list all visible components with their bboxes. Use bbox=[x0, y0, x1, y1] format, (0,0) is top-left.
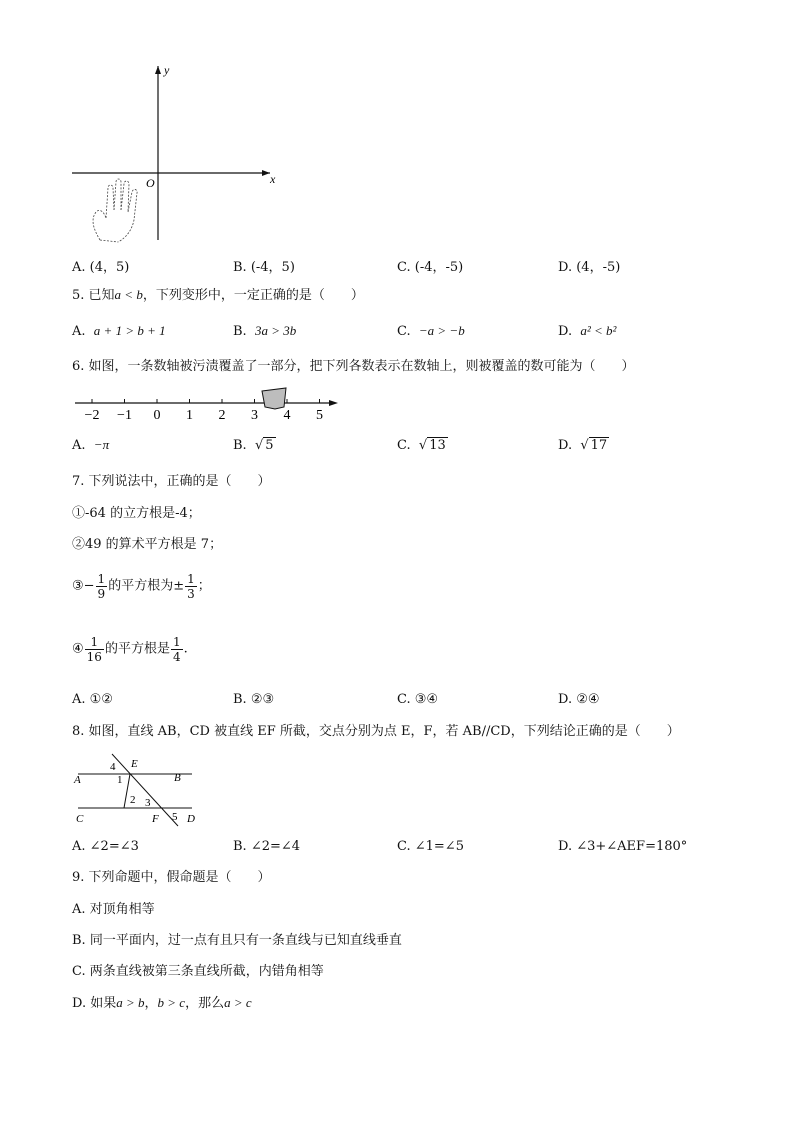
label-d: D bbox=[187, 813, 195, 825]
q8-option-b[interactable]: B. ∠2=∠4 bbox=[233, 839, 301, 854]
q9-option-d-prefix: D. 如果 bbox=[72, 996, 117, 1011]
parallel-lines-figure bbox=[70, 750, 210, 830]
q9-option-d-mid: ，那么 bbox=[185, 996, 225, 1011]
fraction-numerator: 1 bbox=[172, 635, 181, 649]
q6-stem: 6. 如图，一条数轴被污渍覆盖了一部分，把下列各数表示在数轴上，则被覆盖的数可能为（ ） bbox=[72, 359, 635, 374]
q5-option-c-expr: −a > −b bbox=[418, 323, 465, 338]
q7-item-3-end: ； bbox=[197, 578, 211, 594]
angle-label-2: 2 bbox=[130, 794, 136, 806]
q5-stem-suffix: ，下列变形中，一定正确的是（ ） bbox=[142, 288, 364, 303]
fraction bbox=[185, 572, 197, 601]
number-line-tick-label: 3 bbox=[251, 408, 258, 423]
y-axis-label: y bbox=[164, 63, 170, 77]
number-line-tick-label: 4 bbox=[283, 408, 291, 423]
q7-item-4-prefix: ④ bbox=[72, 641, 84, 657]
angle-label-4: 4 bbox=[110, 761, 116, 773]
q6-option-a-label: A. bbox=[72, 438, 86, 453]
q8-option-a[interactable]: A. ∠2=∠3 bbox=[72, 839, 139, 854]
q7-item-4-mid: 的平方根是 bbox=[104, 641, 170, 657]
q7-option-c[interactable]: C. ③④ bbox=[397, 692, 439, 707]
q6-option-d[interactable] bbox=[558, 437, 609, 453]
q6-option-a-expr: −π bbox=[93, 437, 110, 452]
fraction bbox=[171, 635, 183, 664]
label-a: A bbox=[74, 774, 81, 786]
q5-option-c[interactable] bbox=[397, 323, 465, 339]
q7-stem: 7. 下列说法中，正确的是（ ） bbox=[72, 474, 271, 489]
number-line-tick-label: −2 bbox=[84, 408, 100, 423]
angle-label-5: 5 bbox=[172, 811, 178, 823]
q4-option-c[interactable]: C. (‐4，‐5) bbox=[397, 260, 464, 275]
q9-option-d-cond-2: b > c bbox=[157, 995, 186, 1010]
q5-option-b-expr: 3a > 3b bbox=[254, 323, 297, 338]
sqrt-symbol: √ bbox=[254, 438, 264, 453]
number-line-tick-label: 0 bbox=[153, 408, 161, 423]
q6-option-c-radicand: 13 bbox=[429, 438, 446, 453]
q7-option-b[interactable]: B. ②③ bbox=[233, 692, 275, 707]
number-line-tick-label: 1 bbox=[186, 408, 193, 423]
q7-item-4-end: . bbox=[183, 641, 188, 657]
q5-stem bbox=[72, 287, 364, 304]
fraction-numerator: 1 bbox=[97, 572, 106, 586]
label-e: E bbox=[131, 758, 138, 770]
number-line-tick-label: −1 bbox=[117, 408, 132, 423]
fraction-numerator: 1 bbox=[90, 635, 99, 649]
q9-option-a[interactable]: A. 对顶角相等 bbox=[72, 902, 155, 917]
q7-item-3 bbox=[72, 572, 211, 601]
q9-stem: 9. 下列命题中，假命题是（ ） bbox=[72, 870, 271, 885]
label-b: B bbox=[174, 772, 181, 784]
q6-option-c-label: C. bbox=[397, 438, 411, 453]
q4-option-a[interactable]: A. (4，5) bbox=[72, 260, 130, 275]
q7-option-d[interactable]: D. ②④ bbox=[558, 692, 600, 707]
sqrt-symbol: √ bbox=[418, 438, 428, 453]
q5-stem-condition: a < b bbox=[114, 287, 143, 302]
angle-label-1: 1 bbox=[117, 774, 123, 786]
q6-option-b[interactable] bbox=[233, 437, 276, 453]
q7-item-3-prefix: ③− bbox=[72, 578, 95, 594]
number-line-figure bbox=[70, 385, 350, 425]
q5-stem-prefix: 5. 已知 bbox=[72, 288, 115, 303]
q7-option-a[interactable]: A. ①② bbox=[72, 692, 113, 707]
q6-option-d-label: D. bbox=[558, 438, 573, 453]
fraction-denominator: 3 bbox=[187, 587, 195, 601]
q5-option-a-label: A. bbox=[72, 324, 86, 339]
fraction-denominator: 4 bbox=[172, 650, 181, 664]
q7-item-4 bbox=[72, 635, 188, 664]
q6-option-c[interactable] bbox=[397, 437, 448, 453]
stain-patch bbox=[262, 388, 286, 409]
q5-option-d-label: D. bbox=[558, 324, 573, 339]
q6-option-b-radicand: 5 bbox=[265, 438, 274, 453]
q5-option-d[interactable] bbox=[558, 323, 616, 339]
q5-option-d-expr: a² < b² bbox=[580, 323, 617, 338]
hand-icon bbox=[93, 179, 137, 242]
fraction bbox=[85, 635, 104, 664]
q8-stem: 8. 如图，直线 AB，CD 被直线 EF 所截，交点分别为点 E，F，若 AB//CD，下列结论正确的是（ ） bbox=[72, 724, 680, 739]
label-c: C bbox=[76, 813, 84, 825]
label-f: F bbox=[152, 813, 159, 825]
q5-option-a[interactable] bbox=[72, 323, 166, 339]
q9-option-d-cond-3: a > c bbox=[224, 995, 252, 1010]
coordinate-plane-figure bbox=[60, 60, 290, 245]
q6-option-b-label: B. bbox=[233, 438, 247, 453]
fraction-numerator: 1 bbox=[187, 572, 195, 586]
q8-option-d[interactable]: D. ∠3+∠AEF=180° bbox=[558, 839, 688, 854]
q9-option-d-separator: ， bbox=[144, 996, 158, 1011]
q6-option-d-radicand: 17 bbox=[590, 438, 608, 453]
q4-option-d[interactable]: D. (4，‐5) bbox=[558, 260, 621, 275]
q4-option-b[interactable]: B. (‐4，5) bbox=[233, 260, 295, 275]
number-line-tick-label: 2 bbox=[218, 408, 226, 423]
origin-label: O bbox=[146, 176, 155, 190]
q5-option-b[interactable] bbox=[233, 323, 296, 339]
q7-item-2: ②49 的算术平方根是 7； bbox=[72, 537, 223, 552]
fraction-denominator: 16 bbox=[86, 650, 102, 664]
number-line-tick-label: 5 bbox=[316, 408, 323, 423]
q7-item-3-mid: 的平方根为± bbox=[108, 578, 185, 594]
q9-option-d-cond-1: a > b bbox=[116, 995, 145, 1010]
q9-option-d[interactable] bbox=[72, 995, 252, 1012]
q8-option-c[interactable]: C. ∠1=∠5 bbox=[397, 839, 464, 854]
q6-option-a[interactable] bbox=[72, 437, 109, 453]
q9-option-c[interactable]: C. 两条直线被第三条直线所截，内错角相等 bbox=[72, 964, 324, 979]
q5-option-a-expr: a + 1 > b + 1 bbox=[93, 323, 166, 338]
x-axis-label: x bbox=[270, 172, 276, 186]
q5-option-c-label: C. bbox=[397, 324, 411, 339]
fraction bbox=[96, 572, 108, 601]
q5-option-b-label: B. bbox=[233, 324, 247, 339]
angle-label-3: 3 bbox=[145, 797, 151, 809]
q9-option-b[interactable]: B. 同一平面内，过一点有且只有一条直线与已知直线垂直 bbox=[72, 933, 402, 948]
fraction-denominator: 9 bbox=[97, 587, 106, 601]
sqrt-symbol: √ bbox=[580, 438, 589, 453]
q7-item-1: ①‐64 的立方根是‐4； bbox=[72, 506, 201, 521]
